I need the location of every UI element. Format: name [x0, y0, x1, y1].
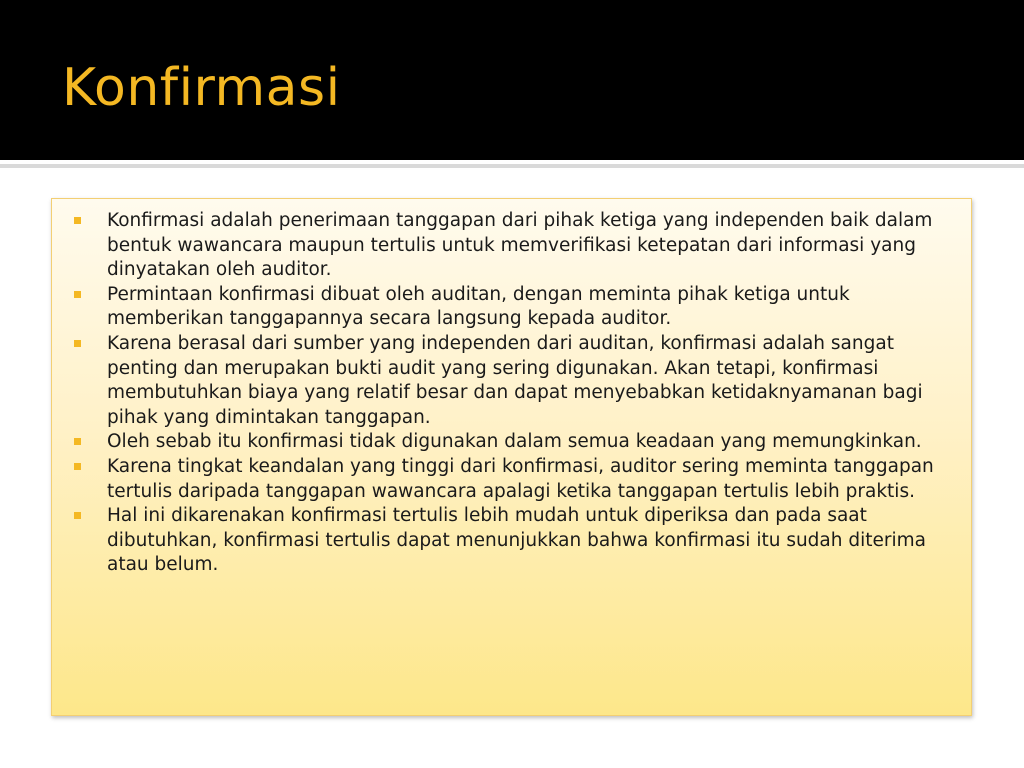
bullet-text: Konfirmasi adalah penerimaan tanggapan dari pihak ketiga yang independen baik dalam bentuk wawancara maupun tertulis untuk memverifikasi ketepatan dari informasi yang dinyatakan oleh auditor.	[107, 210, 933, 281]
square-bullet-icon	[74, 217, 81, 224]
square-bullet-icon	[74, 512, 81, 519]
square-bullet-icon	[74, 438, 81, 445]
bullet-item	[52, 430, 971, 455]
bullet-item	[52, 209, 971, 283]
bullet-list	[52, 199, 971, 578]
bullet-item	[52, 455, 971, 504]
content-box	[51, 198, 972, 716]
square-bullet-icon	[74, 463, 81, 470]
bullet-item	[52, 504, 971, 578]
title-divider	[0, 164, 1024, 168]
bullet-item	[52, 283, 971, 332]
square-bullet-icon	[74, 291, 81, 298]
bullet-text: Karena berasal dari sumber yang independen dari auditan, konfirmasi adalah sangat penting dan merupakan bukti audit yang sering digunakan. Akan tetapi, konfirmasi membutuhkan biaya yang relatif besar dan dapat menyebabkan ketidaknyamanan bagi pihak yang dimintakan tanggapan.	[107, 332, 923, 428]
slide-title: Konfirmasi	[62, 58, 341, 118]
square-bullet-icon	[74, 340, 81, 347]
bullet-text: Permintaan konfirmasi dibuat oleh auditan, dengan meminta pihak ketiga untuk memberikan tanggapannya secara langsung kepada auditor.	[107, 283, 850, 330]
bullet-text: Oleh sebab itu konfirmasi tidak digunakan dalam semua keadaan yang memungkinkan.	[107, 431, 922, 453]
bullet-item	[52, 332, 971, 430]
bullet-text: Karena tingkat keandalan yang tinggi dari konfirmasi, auditor sering meminta tanggapan tertulis daripada tanggapan wawancara apalagi ketika tanggapan tertulis lebih praktis.	[107, 455, 934, 502]
title-band	[0, 0, 1024, 160]
bullet-text: Hal ini dikarenakan konfirmasi tertulis lebih mudah untuk diperiksa dan pada saat dibutuhkan, konfirmasi tertulis dapat menunjukkan bahwa konfirmasi itu sudah diterima atau belum.	[107, 505, 926, 576]
